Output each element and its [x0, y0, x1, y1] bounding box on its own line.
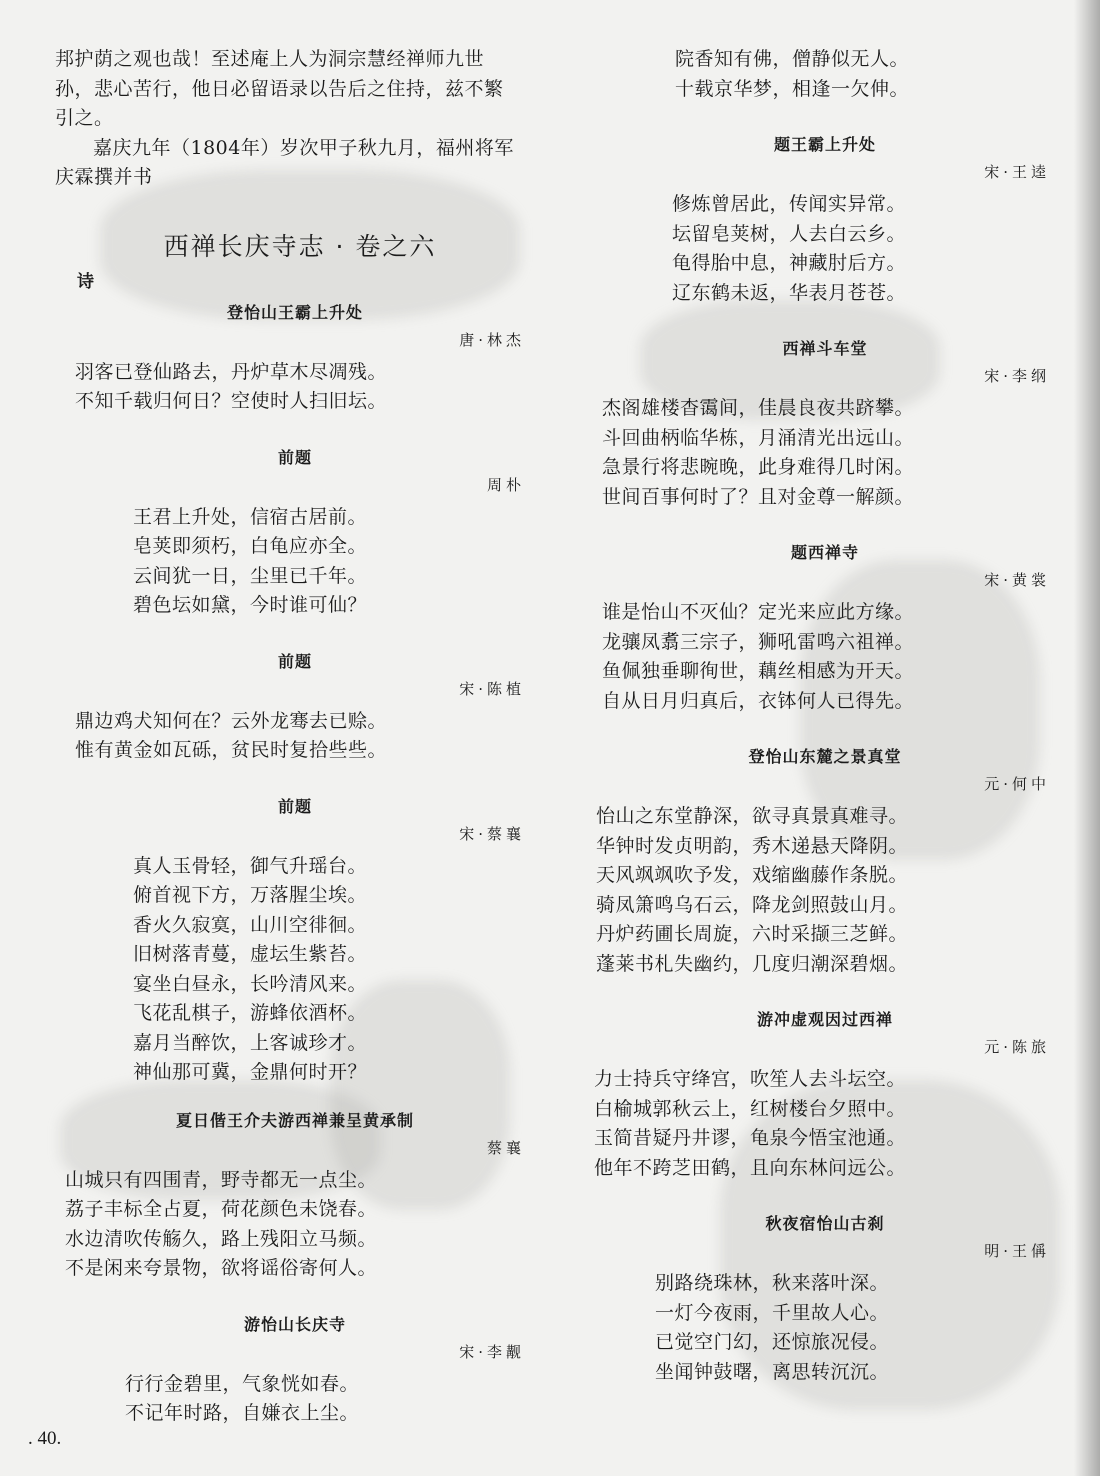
- poem-line: 坛留皂荚树，人去白云乡。: [672, 222, 907, 245]
- poem-title: 前题: [277, 447, 312, 467]
- poem-line: 急景行将悲晼晚，此身难得几时闲。: [602, 456, 915, 478]
- poem-line: 龙骧凤翥三宗子，狮吼雷鸣六祖禅。: [602, 630, 915, 653]
- section-label: 诗: [77, 271, 94, 292]
- poem-line: 旧树落青蔓，虚坛生紫苔。: [133, 943, 368, 965]
- poem-title: 前题: [277, 796, 312, 816]
- poem-author: 宋·李纲: [984, 367, 1050, 385]
- poem-line: 力士持兵守绛宫，吹笙人去斗坛空。: [594, 1068, 907, 1090]
- poem-line: 一灯今夜雨，千里故人心。: [655, 1301, 890, 1324]
- poem-author: 宋·陈植: [459, 679, 525, 698]
- poem: [55, 649, 535, 766]
- intro-paragraph: [55, 45, 535, 193]
- right-column: [590, 45, 1060, 1387]
- poem-line: 谁是怡山不灭仙？定光来应此方缘。: [602, 601, 915, 623]
- poem-author: 明·王偁: [984, 1242, 1050, 1260]
- poem-line: 鱼佩独垂聊徇世，藕丝相感为开天。: [602, 660, 915, 682]
- poem-author: 唐·林杰: [459, 330, 525, 349]
- poem-author: 蔡襄: [486, 1138, 525, 1157]
- poem: [55, 1108, 535, 1284]
- poem-line: 怡山之东堂静深，欲寻真景真难寻。: [596, 805, 909, 827]
- page-number: . 40.: [28, 1428, 62, 1449]
- poem-title: 题王霸上升处: [773, 135, 876, 154]
- poem: [55, 445, 535, 621]
- poem-line: 斗回曲柄临华栋，月涌清光出远山。: [602, 426, 915, 449]
- poem-title: 游冲虚观因过西禅: [756, 1010, 893, 1029]
- poem-line: 行行金碧里，气象恍如春。: [125, 1372, 360, 1395]
- intro-line: 邦护荫之观也哉！至述庵上人为洞宗慧经禅师九世: [55, 48, 485, 70]
- poem: [590, 1211, 1060, 1387]
- poem-title: 游怡山长庆寺: [243, 1314, 346, 1334]
- poem-line: 天风飒飒吹予发，戏缩幽藤作条脱。: [596, 864, 909, 886]
- poem: [590, 132, 1060, 308]
- poem: [590, 1007, 1060, 1183]
- poem-author: 宋·李觏: [459, 1342, 525, 1361]
- poem: [590, 336, 1060, 512]
- poem-line: 皂荚即须朽，白龟应亦全。: [133, 535, 368, 557]
- poem-line: 丹炉药圃长周旋，六时采撷三芝鲜。: [596, 923, 909, 945]
- poem-line: 不是闲来夸景物，欲将谣俗寄何人。: [65, 1257, 378, 1279]
- poem-line: 宴坐白昼永，长吟清风来。: [133, 972, 368, 995]
- poem-author: 宋·黄裳: [984, 571, 1050, 589]
- poem-title: 夏日偕王介夫游西禅兼呈黄承制: [175, 1110, 414, 1130]
- poem-title: 登怡山王霸上升处: [226, 302, 363, 322]
- poem-line: 飞花乱棋子，游蜂依酒杯。: [133, 1002, 368, 1024]
- poem-line: 不记年时路，自嫌衣上尘。: [125, 1402, 360, 1424]
- poem-line: 碧色坛如黛，今时谁可仙？: [133, 594, 368, 616]
- poem-title: 题西禅寺: [790, 543, 859, 562]
- poem-line: 山城只有四围青，野寺都无一点尘。: [65, 1168, 378, 1191]
- poem-line: 修炼曾居此，传闻实异常。: [672, 193, 907, 215]
- poem-line: 自从日月归真后，衣钵何人已得先。: [602, 689, 915, 712]
- poem-author: 元·陈旅: [984, 1038, 1050, 1056]
- poem-line: 已觉空门幻，还惊旅况侵。: [655, 1331, 890, 1353]
- poem-line: 不知千载归何日？空使时人扫旧坛。: [75, 390, 388, 412]
- poem-author: 宋·王逵: [984, 163, 1050, 181]
- poem-line: 龟得胎中息，神藏肘后方。: [672, 252, 907, 274]
- poem-line: 玉简昔疑丹井谬，龟泉今悟宝池通。: [594, 1127, 907, 1149]
- poem-line: 惟有黄金如瓦砾，贫民时复拾些些。: [75, 739, 388, 761]
- poem-line: 世间百事何时了？且对金尊一解颜。: [602, 485, 915, 508]
- poem-line: 华钟时发贞明韵，秀木递悬天降阴。: [596, 834, 909, 857]
- poem-title: 登怡山东麓之景真堂: [748, 747, 902, 766]
- continued-poem: [590, 45, 1060, 104]
- left-column: [55, 45, 535, 1429]
- poem-line: 坐闻钟鼓曙，离思转沉沉。: [655, 1360, 890, 1383]
- poem-line: 水边清吹传觞久，路上残阳立马频。: [65, 1227, 378, 1250]
- poem-line: 杰阁雄楼杳霭间，佳晨良夜共跻攀。: [602, 397, 915, 419]
- intro-line: 庆霖撰并书: [55, 166, 153, 188]
- poem-line: 别路绕珠林，秋来落叶深。: [655, 1272, 890, 1294]
- poem-line: 辽东鹤未返，华表月苍苍。: [672, 281, 907, 304]
- poem-line: 羽客已登仙路去，丹炉草木尽凋残。: [75, 360, 388, 383]
- poem-line: 鼎边鸡犬知何在？云外龙骞去已赊。: [75, 709, 388, 732]
- page-edge-shadow: [1074, 0, 1100, 1476]
- poem: [590, 540, 1060, 716]
- poem-title: 前题: [277, 651, 312, 671]
- poem-line: 蓬莱书札失幽约，几度归潮深碧烟。: [596, 952, 909, 975]
- poem-line: 真人玉骨轻，御气升瑶台。: [133, 854, 368, 877]
- poem-title: 西禅斗车堂: [782, 339, 868, 358]
- poem-title: 秋夜宿怡山古刹: [765, 1214, 885, 1233]
- poem: [55, 794, 535, 1088]
- poem-line: 云间犹一日，尘里已千年。: [133, 564, 368, 587]
- poem-line: 白榆城郭秋云上，红树楼台夕照中。: [594, 1097, 907, 1120]
- poem-line: 院香知有佛，僧静似无人。: [675, 48, 910, 70]
- poem-line: 王君上升处，信宿古居前。: [133, 505, 368, 528]
- intro-line: 孙，悲心苦行，他日必留语录以告后之住持，兹不繁: [55, 77, 504, 100]
- poem-author: 宋·蔡襄: [459, 824, 525, 843]
- poem-line: 神仙那可冀，金鼎何时开？: [133, 1061, 368, 1083]
- intro-line: 引之。: [55, 107, 114, 129]
- poem: [55, 1312, 535, 1429]
- poem-author: 周朴: [486, 475, 525, 494]
- poem-line: 骑凤箫鸣乌石云，降龙剑照鼓山月。: [596, 893, 909, 916]
- poem-line: 他年不跨芝田鹤，且向东林问远公。: [594, 1156, 907, 1179]
- poem-line: 十载京华梦，相逢一欠伸。: [675, 77, 910, 100]
- poem: [590, 744, 1060, 979]
- poem-line: 荔子丰标全占夏，荷花颜色未饶春。: [65, 1198, 378, 1220]
- poem-line: 俯首视下方，万落腥尘埃。: [133, 884, 368, 906]
- poem-line: 香火久寂寞，山川空徘徊。: [133, 913, 368, 936]
- poem-line: 嘉月当醉饮，上客诚珍才。: [133, 1031, 368, 1054]
- poem: [55, 300, 535, 417]
- intro-line: 嘉庆九年（1804年）岁次甲子秋九月，福州将军: [93, 136, 514, 159]
- poem-author: 元·何中: [984, 775, 1050, 793]
- volume-title: 西禅长庆寺志 · 卷之六: [163, 231, 437, 261]
